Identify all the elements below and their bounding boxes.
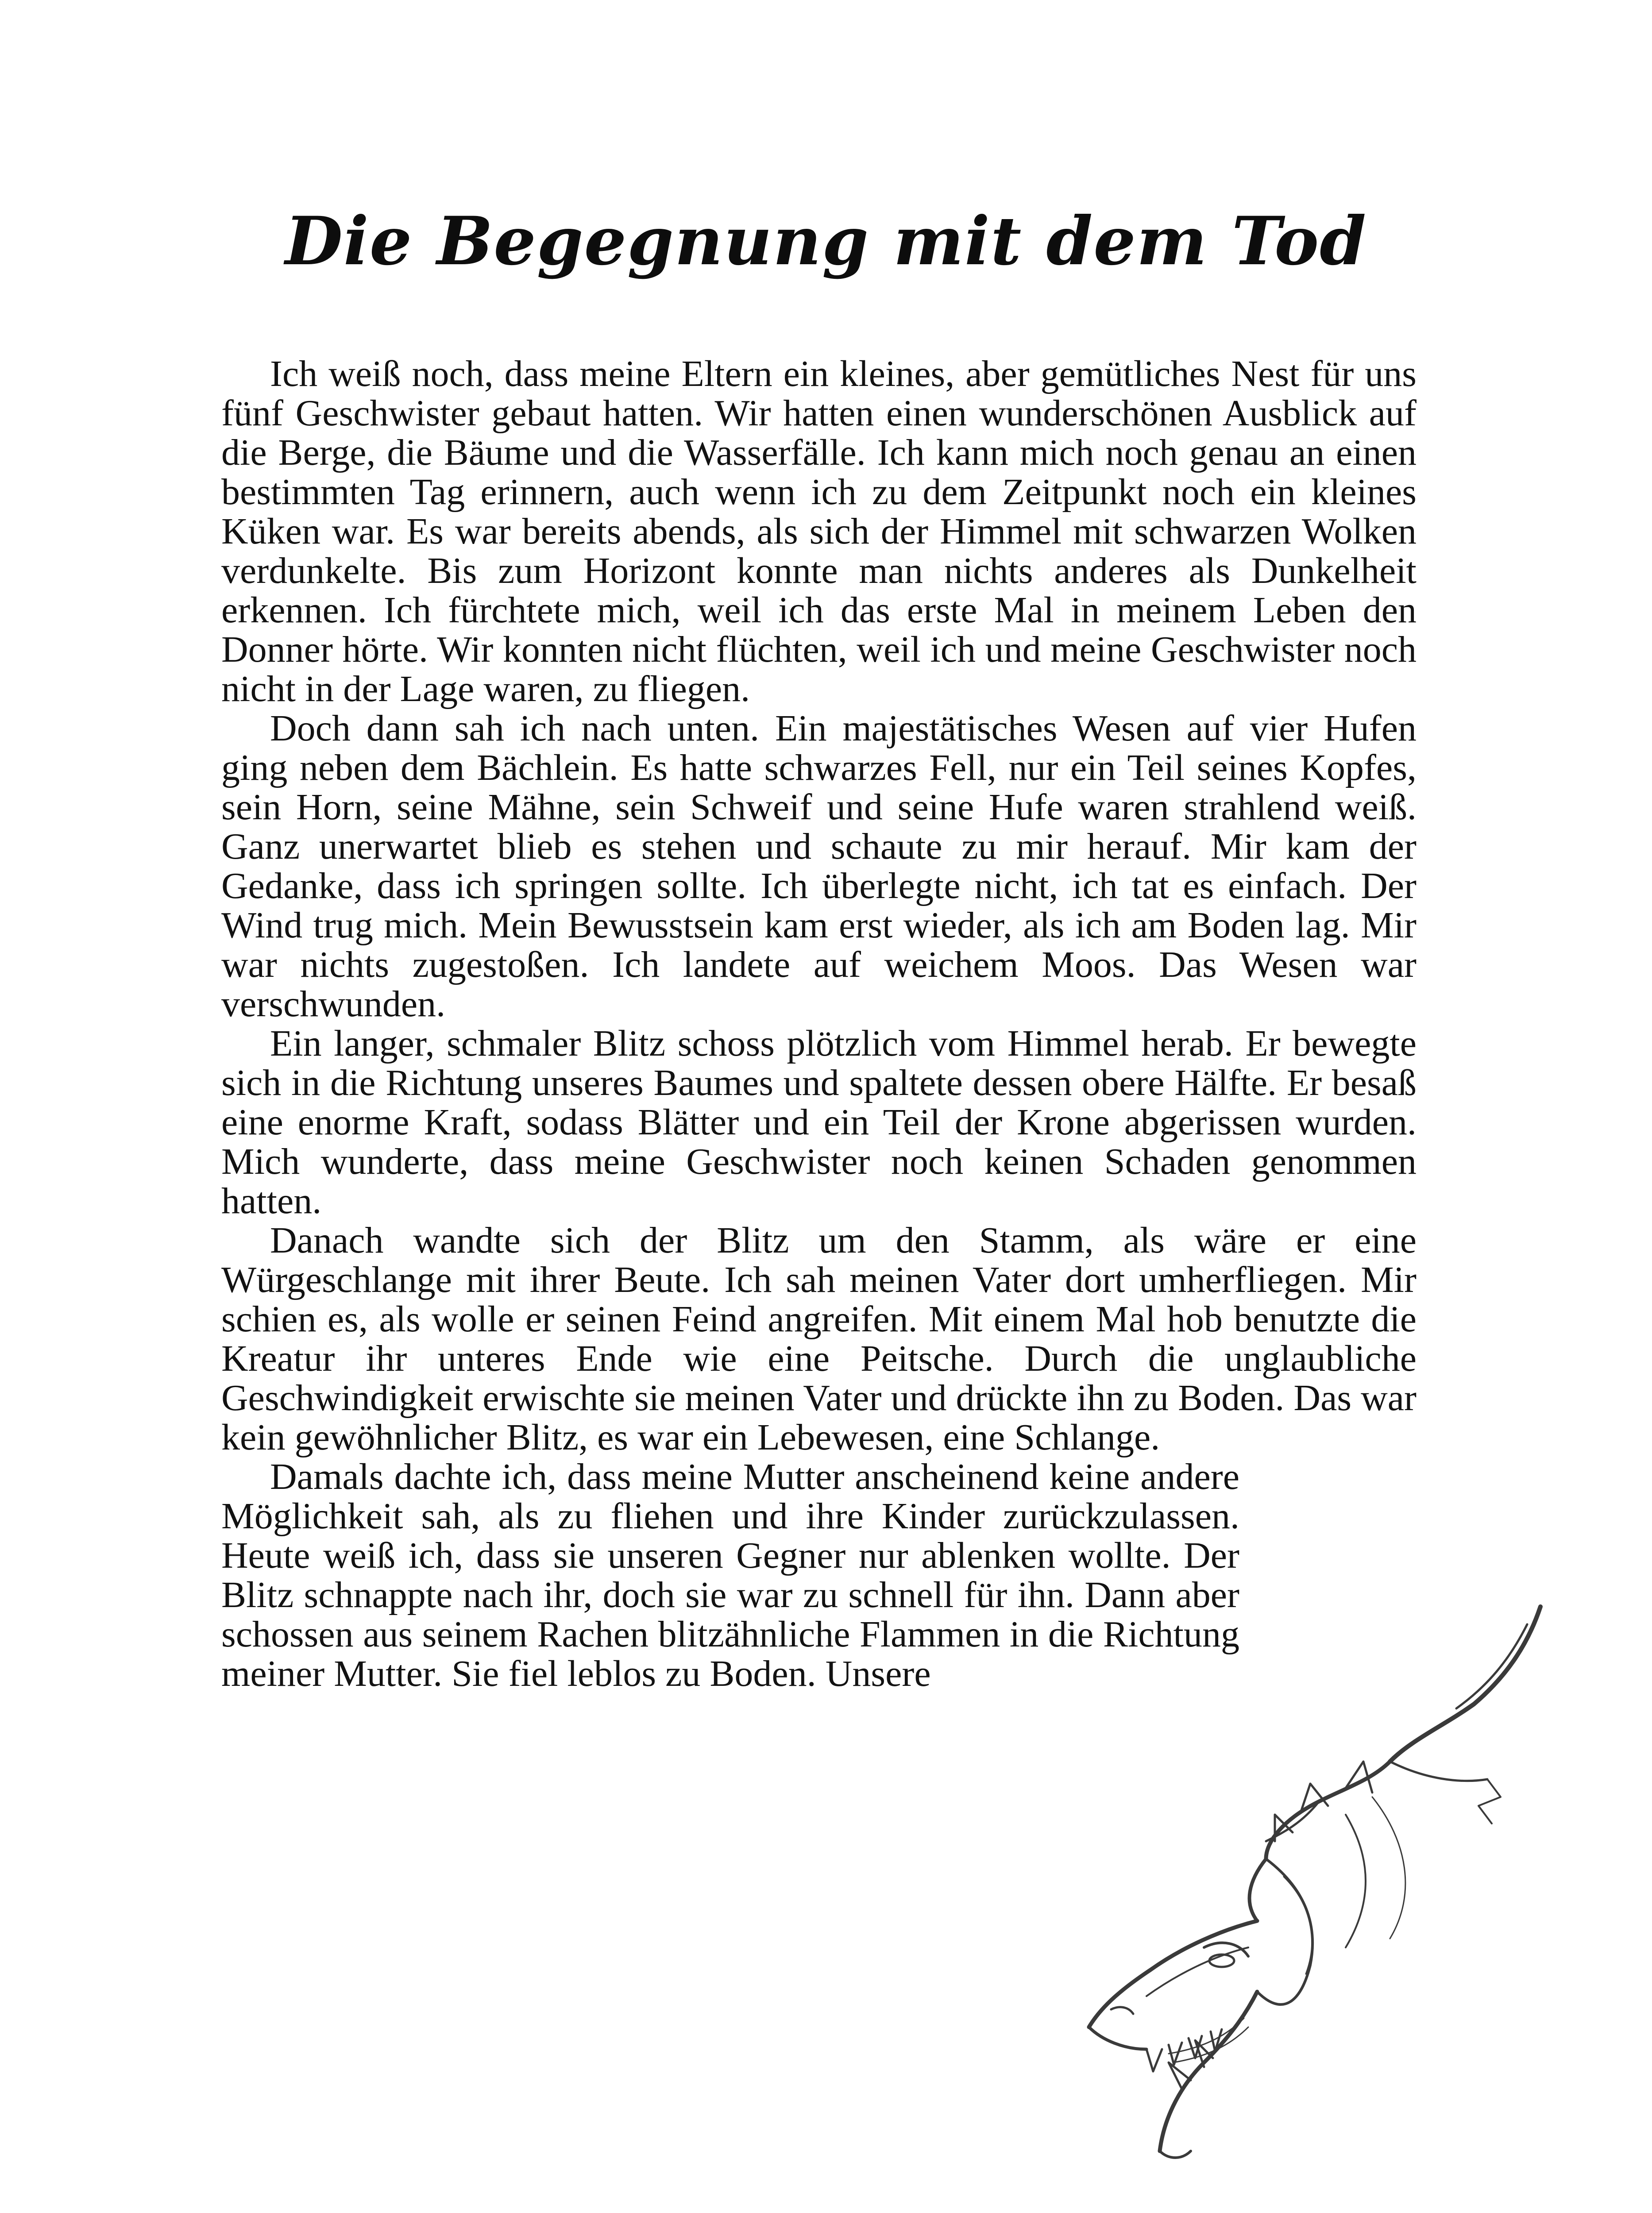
paragraph: Doch dann sah ich nach unten. Ein majestätisches Wesen auf vier Hufen ging neben dem Bächlein. Es hatte schwarzes Fell, nur ein Teil seines Kopfes, sein Horn, seine Mähne, sein Schweif und seine Hufe waren strahlend weiß. Ganz unerwartet blieb es stehen und schaute zu mir herauf. Mir kam der Gedanke, dass ich springen sollte. Ich überlegte nicht, ich tat es einfach. Der Wind trug mich. Mein Bewusstsein kam erst wieder, als ich am Boden lag. Mir war nichts zugestoßen. Ich landete auf weichem Moos. Das Wesen war verschwunden.: [221, 708, 1417, 1025]
chapter-title: Die Begegnung mit dem Tod: [285, 202, 1367, 280]
paragraph: Ein langer, schmaler Blitz schoss plötzlich vom Himmel herab. Er bewegte sich in die Richtung unseres Baumes und spaltete dessen obere Hälfte. Er besaß eine enorme Kraft, sodass Blätter und ein Teil der Krone abgerissen wurden. Mich wunderte, dass meine Geschwister noch keinen Schaden genommen hatten.: [221, 1023, 1417, 1222]
dragon-head-sketch-icon: [1036, 1593, 1567, 2186]
paragraph: Damals dachte ich, dass meine Mutter anscheinend keine andere Möglichkeit sah, als zu fliehen und ihre Kinder zurückzulassen. Heute weiß ich, dass sie unseren Gegner nur ablenken wollte. Der Blitz schnappte nach ihr, doch sie war zu schnell für ihn. Dann aber schossen aus seinem Rachen blitzähnliche Flammen in die Richtung meiner Mutter. Sie fiel leblos zu Boden. Unsere: [221, 1456, 1239, 1694]
paragraph: Danach wandte sich der Blitz um den Stamm, als wäre er eine Würgeschlange mit ihrer Beute. Ich sah meinen Vater dort umherfliegen. Mir schien es, als wolle er seinen Feind angreifen. Mit einem Mal hob benutzte die Kreatur ihr unteres Ende wie eine Peitsche. Durch die unglaubliche Geschwindigkeit erwischte sie meinen Vater und drückte ihn zu Boden. Das war kein gewöhnlicher Blitz, es war ein Lebewesen, eine Schlange.: [221, 1220, 1417, 1458]
body-text: [221, 354, 1417, 1693]
paragraph: Ich weiß noch, dass meine Eltern ein kleines, aber gemütliches Nest für uns fünf Geschwister gebaut hatten. Wir hatten einen wunderschönen Ausblick auf die Berge, die Bäume und die Wasserfälle. Ich kann mich noch genau an einen bestimmten Tag erinnern, auch wenn ich zu dem Zeitpunkt noch ein kleines Küken war. Es war bereits abends, als sich der Himmel mit schwarzen Wolken verdunkelte. Bis zum Horizont konnte man nichts anderes als Dunkelheit erkennen. Ich fürchtete mich, weil ich das erste Mal in meinem Leben den Donner hörte. Wir konnten nicht flüchten, weil ich und meine Geschwister noch nicht in der Lage waren, zu fliegen.: [221, 353, 1417, 709]
